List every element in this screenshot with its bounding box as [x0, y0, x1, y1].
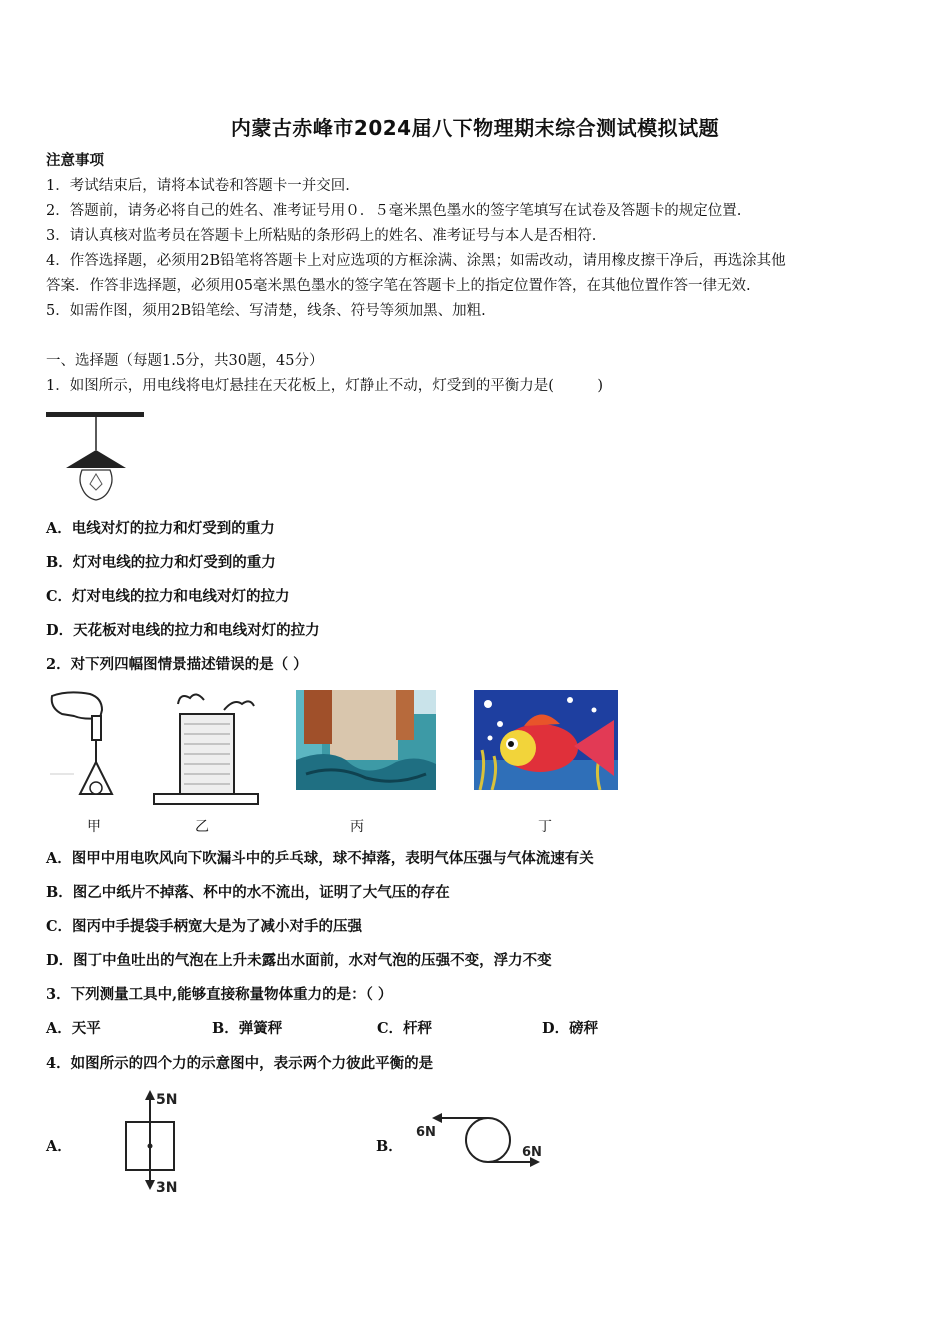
trousers [330, 690, 398, 760]
bubble [488, 736, 493, 741]
notice-item: 5．如需作图，须用2B铅笔绘、写清楚，线条、符号等须加黑、加粗. [46, 303, 486, 319]
bubble [484, 700, 492, 708]
section-heading: 一、选择题（每题1.5分，共30题，45分） [46, 353, 324, 369]
q3-option-a: A．天平 [46, 1020, 101, 1037]
q2-option-a: A．图甲中用电吹风向下吹漏斗中的乒乓球，球不掉落，表明气体压强与气体流速有关 [46, 850, 594, 867]
q3-option-c: C．杆秤 [377, 1020, 433, 1037]
figure-caption-jia: 甲 [87, 819, 101, 835]
force-label-down: 3N [156, 1180, 178, 1196]
hanging-lamp-figure [44, 408, 148, 506]
q4-option-a-label: A． [46, 1138, 72, 1155]
figure-ding-fish [474, 690, 618, 790]
page-title: 内蒙古赤峰市2024届八下物理期末综合测试模拟试题 [230, 116, 720, 140]
hand [178, 694, 204, 704]
notice-item: 4．作答选择题，必须用2B铅笔将答题卡上对应选项的方框涂满、涂黑；如需改动，请用橡皮擦干净后，再选涂其他 [46, 253, 786, 269]
bubble [497, 721, 503, 727]
q3-option-d: D．磅秤 [542, 1020, 599, 1037]
arm [304, 690, 332, 744]
notice-item: 答案．作答非选择题，必须用05毫米黑色墨水的签字笔在答题卡上的指定位置作答，在其他位置作答一律无效. [46, 278, 751, 294]
bubble [592, 708, 597, 713]
arrowhead-down [145, 1180, 155, 1190]
paper-sheet [154, 794, 258, 804]
q3-option-b: B．弹簧秤 [212, 1020, 283, 1037]
lampshade [66, 450, 126, 468]
q1-option-d: D．天花板对电线的拉力和电线对灯的拉力 [46, 622, 320, 639]
q1-option-a: A．电线对灯的拉力和灯受到的重力 [46, 520, 275, 537]
notice-item: 1．考试结束后，请将本试卷和答题卡一并交回. [46, 178, 350, 194]
notice-item: 3．请认真核对监考员在答题卡上所粘贴的条形码上的姓名、准考证号与本人是否相符. [46, 228, 597, 244]
q2-option-b: B．图乙中纸片不掉落、杯中的水不流出，证明了大气压的存在 [46, 884, 450, 901]
figure-bing-handbag [296, 690, 436, 790]
figure-caption-yi: 乙 [195, 819, 209, 835]
question-2-stem: 2．对下列四幅图情景描述错误的是（ ） [46, 656, 308, 673]
q4-figure-a [110, 1086, 200, 1196]
notice-heading: 注意事项 [46, 152, 104, 169]
q1-option-c: C．灯对电线的拉力和电线对灯的拉力 [46, 588, 290, 605]
ping-pong-ball [90, 782, 102, 794]
bubble [567, 697, 573, 703]
dryer-nozzle [92, 716, 101, 740]
fish-eye [508, 741, 514, 747]
question-1-stem: 1．如图所示，用电线将电灯悬挂在天花板上，灯静止不动，灯受到的平衡力是( ) [46, 378, 604, 394]
force-label-right: 6N [522, 1145, 542, 1160]
question-3-stem: 3．下列测量工具中,能够直接称量物体重力的是：（ ） [46, 986, 393, 1003]
arrowhead-left [432, 1113, 442, 1123]
ceiling [46, 412, 144, 417]
q1-option-b: B．灯对电线的拉力和灯受到的重力 [46, 554, 276, 571]
figure-yi-water-cup [150, 690, 262, 808]
arrowhead-up [145, 1090, 155, 1100]
figure-caption-bing: 丙 [350, 819, 364, 835]
force-label-left: 6N [416, 1125, 436, 1140]
force-label-up: 5N [156, 1092, 178, 1108]
ball [466, 1118, 510, 1162]
q4-figure-b [410, 1108, 560, 1170]
figure-caption-ding: 丁 [538, 819, 552, 835]
notice-item: 2．答题前，请务必将自己的姓名、准考证号用０．５毫米黑色墨水的签字笔填写在试卷及答题卡的规定位置. [46, 203, 742, 219]
q2-option-d: D．图丁中鱼吐出的气泡在上升未露出水面前，水对气泡的压强不变，浮力不变 [46, 952, 552, 969]
figure-jia-hair-dryer [44, 690, 124, 808]
hair-dryer [52, 692, 102, 718]
question-4-stem: 4．如图所示的四个力的示意图中，表示两个力彼此平衡的是 [46, 1055, 434, 1072]
q4-option-b-label: B． [376, 1138, 403, 1155]
q2-option-c: C．图丙中手提袋手柄宽大是为了减小对手的压强 [46, 918, 363, 935]
